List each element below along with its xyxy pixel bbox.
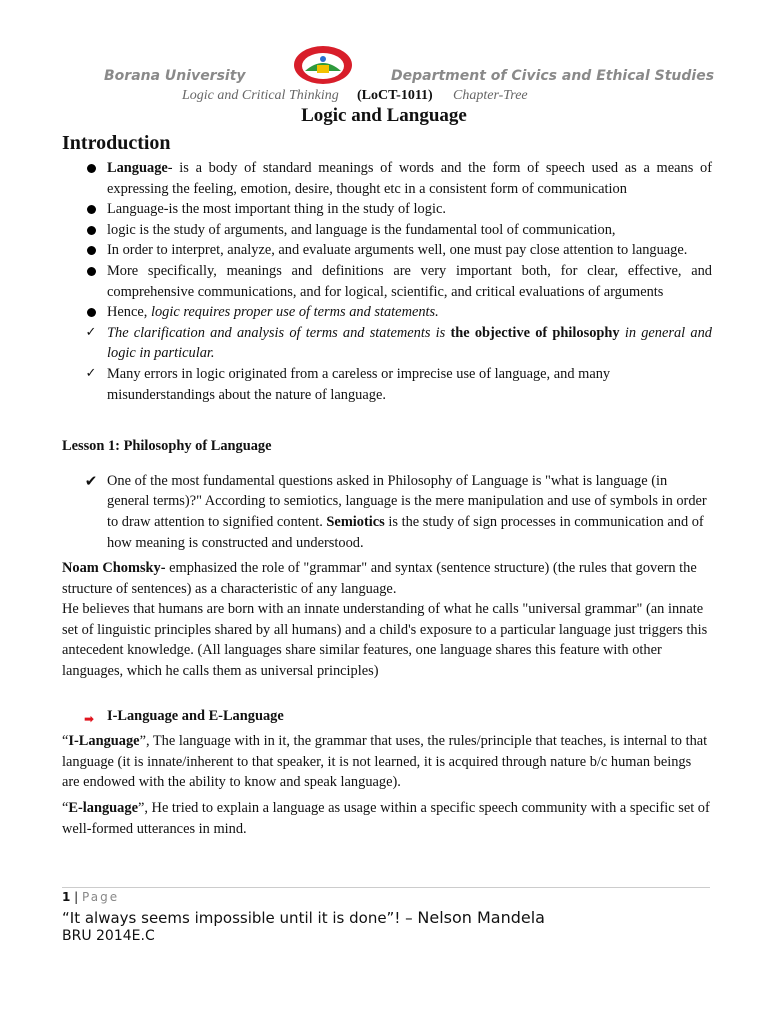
bullet-icon [87,308,96,317]
university-logo [293,45,353,85]
chapter-label: Chapter-Tree [453,88,528,103]
course-code: (LoCT-1011) [357,88,433,103]
document-body [62,158,712,839]
e-language-paragraph: “E-language”, He tried to explain a language as usage within a specific speech community with a specific set of well-formed utterances in mind. [62,800,710,837]
header-university: Borana University [104,68,246,84]
bullet-icon [87,226,96,235]
bullet-icon [87,205,96,214]
ie-heading: I-Language and E-Language [107,707,284,724]
bullet-icon [87,267,96,276]
intro-heading: Introduction [62,132,171,154]
checkmark-icon: ✔ [84,471,98,490]
intro-list [62,158,712,405]
list-item: Hence, logic requires proper use of terms and statements. [62,302,712,323]
header-department: Department of Civics and Ethical Studies [391,68,715,84]
list-item: Language- is a body of standard meanings of words and the form of speech used as a means of expressing the feeling, emotion, desire, thought etc in a consistent form of communication [62,158,712,199]
arrow-icon: ➡ [84,711,95,726]
bullet-icon [87,246,96,255]
list-item: Language-is the most important thing in the study of logic. [62,199,712,220]
checkmark-icon: ✓ [85,324,97,340]
list-item: ✓ The clarification and analysis of terms and statements is the objective of philosophy in general and logic in particular. [85,324,712,362]
course-name: Logic and Critical Thinking [182,88,339,103]
chomsky-paragraph-2: He believes that humans are born with an innate understanding of what he calls "universal grammar" (an innate set of linguistic principles shared by all humans) and a child's exposure to a particular language just triggers this antecedent knowledge. (All languages share similar features, one language shares this feature with other languages, which he calls them as universal principles) [62,601,708,680]
list-item: logic is the study of arguments, and language is the fundamental tool of communication, [62,220,712,241]
list-item: ✓ Many errors in logic originated from a careless or imprecise use of language, and many misunderstandings about the nature of language. [85,365,611,403]
checkmark-icon: ✓ [85,365,97,381]
page-number: 1 | Page [62,890,120,904]
bullet-icon [87,164,96,173]
i-language-paragraph: “I-Language”, The language with in it, the grammar that uses, the rules/principle that teaches, is internal to that language (it is innate/inherent to that speaker, it is not learned, it is acquired through nature b/c human beings are endowed with the ability to know and speak language). [62,733,708,791]
list-item: In order to interpret, analyze, and evaluate arguments well, one must pay close attention to language. [62,240,712,261]
list-item: ✔ One of the most fundamental questions asked in Philosophy of Language is "what is language (in general terms)?" According to semiotics, language is the mere manipulation and use of symbols in order to draw attention to signified content. Semiotics is the study of sign processes in communication and of how meaning is constructed and understood. [84,471,707,551]
page-title: Logic and Language [301,105,467,126]
footer-quote: “It always seems impossible until it is done”! – Nelson Mandela [62,908,545,927]
ie-heading-row [62,706,712,727]
lesson-list [62,471,712,553]
footer-divider [62,887,710,888]
list-item: More specifically, meanings and definitions are very important both, for clear, effective, and comprehensive communications, and for logical, scientific, and critical evaluations of arguments [62,261,712,302]
footer-bru: BRU 2014E.C [62,928,155,944]
lesson-heading: Lesson 1: Philosophy of Language [62,438,272,455]
chomsky-paragraph: Noam Chomsky- emphasized the role of "grammar" and syntax (sentence structure) (the rules that govern the structure of sentences) as a characteristic of any language. [62,560,697,597]
